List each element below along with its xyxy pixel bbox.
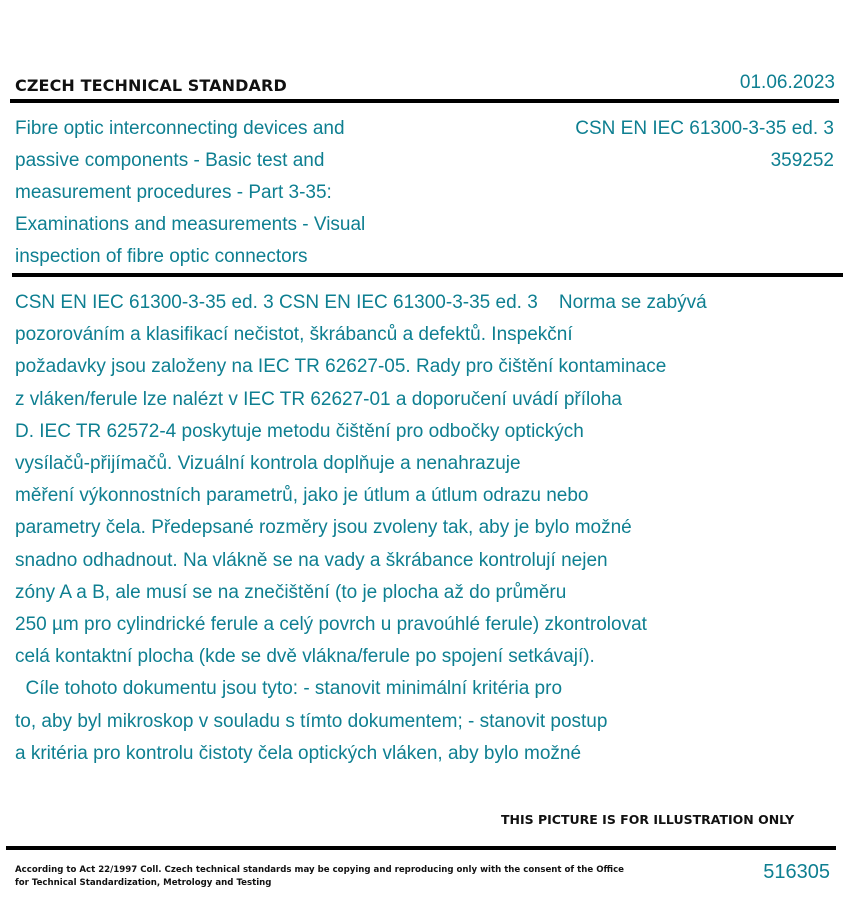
abstract-line: 250 µm pro cylindrické ferule a celý povrch u pravoúhlé ferule) zkontrolovat bbox=[15, 614, 647, 636]
abstract-line: celá kontaktní plocha (kde se dvě vlákna/ferule po spojení setkávají). bbox=[15, 646, 595, 668]
abstract-line: zóny A a B, ale musí se na znečištění (to je plocha až do průměru bbox=[15, 581, 567, 603]
abstract-line: z vláken/ferule lze nalézt v IEC TR 62627-01 a doporučení uvádí příloha bbox=[15, 388, 622, 410]
top-divider bbox=[10, 99, 839, 103]
standard-designation: CSN EN IEC 61300-3-35 ed. 3 bbox=[575, 118, 834, 139]
abstract-line: parametry čela. Předepsané rozměry jsou zvoleny tak, aby je bylo možné bbox=[15, 517, 632, 539]
legal-line: for Technical Standardization, Metrology and Testing bbox=[15, 877, 272, 888]
document-id: 516305 bbox=[763, 861, 830, 883]
abstract-line: pozorováním a klasifikací nečistot, škrábanců a defektů. Inspekční bbox=[15, 324, 573, 346]
bottom-divider bbox=[6, 846, 836, 850]
abstract-line: to, aby byl mikroskop v souladu s tímto dokumentem; - stanovit postup bbox=[15, 710, 608, 732]
abstract-line: CSN EN IEC 61300-3-35 ed. 3 CSN EN IEC 61300-3-35 ed. 3 Norma se zabývá bbox=[15, 292, 707, 313]
illustration-notice: THIS PICTURE IS FOR ILLUSTRATION ONLY bbox=[501, 812, 795, 827]
title-line: inspection of fibre optic connectors bbox=[15, 246, 308, 267]
title-line: passive components - Basic test and bbox=[15, 150, 325, 171]
abstract-line: měření výkonnostních parametrů, jako je útlum a útlum odrazu nebo bbox=[15, 485, 589, 507]
document-type-label: CZECH TECHNICAL STANDARD bbox=[15, 76, 287, 95]
catalog-number: 359252 bbox=[770, 150, 834, 171]
abstract-line: požadavky jsou založeny na IEC TR 62627-05. Rady pro čištění kontaminace bbox=[15, 356, 667, 378]
abstract-text bbox=[15, 287, 845, 770]
title-line: Examinations and measurements - Visual bbox=[15, 214, 366, 235]
abstract-line: vysílačů-přijímačů. Vizuální kontrola doplňuje a nenahrazuje bbox=[15, 453, 521, 475]
legal-line: According to Act 22/1997 Coll. Czech technical standards may be copying and reproducing only with the consent of the Office bbox=[15, 865, 625, 875]
abstract-line: D. IEC TR 62572-4 poskytuje metodu čištění pro odbočky optických bbox=[15, 420, 584, 442]
publication-date: 01.06.2023 bbox=[739, 72, 835, 93]
abstract-line: Cíle tohoto dokumentu jsou tyto: - stanovit minimální kritéria pro bbox=[15, 678, 563, 700]
title-line: Fibre optic interconnecting devices and bbox=[15, 118, 345, 139]
title-line: measurement procedures - Part 3-35: bbox=[15, 182, 332, 203]
abstract-line: a kritéria pro kontrolu čistoty čela optických vláken, aby bylo možné bbox=[15, 742, 582, 764]
legal-notice bbox=[15, 864, 625, 889]
abstract-line: snadno odhadnout. Na vlákně se na vady a škrábance kontrolují nejen bbox=[15, 549, 608, 571]
standard-identifiers bbox=[575, 113, 834, 177]
standard-title bbox=[15, 113, 445, 273]
middle-divider bbox=[12, 273, 843, 277]
